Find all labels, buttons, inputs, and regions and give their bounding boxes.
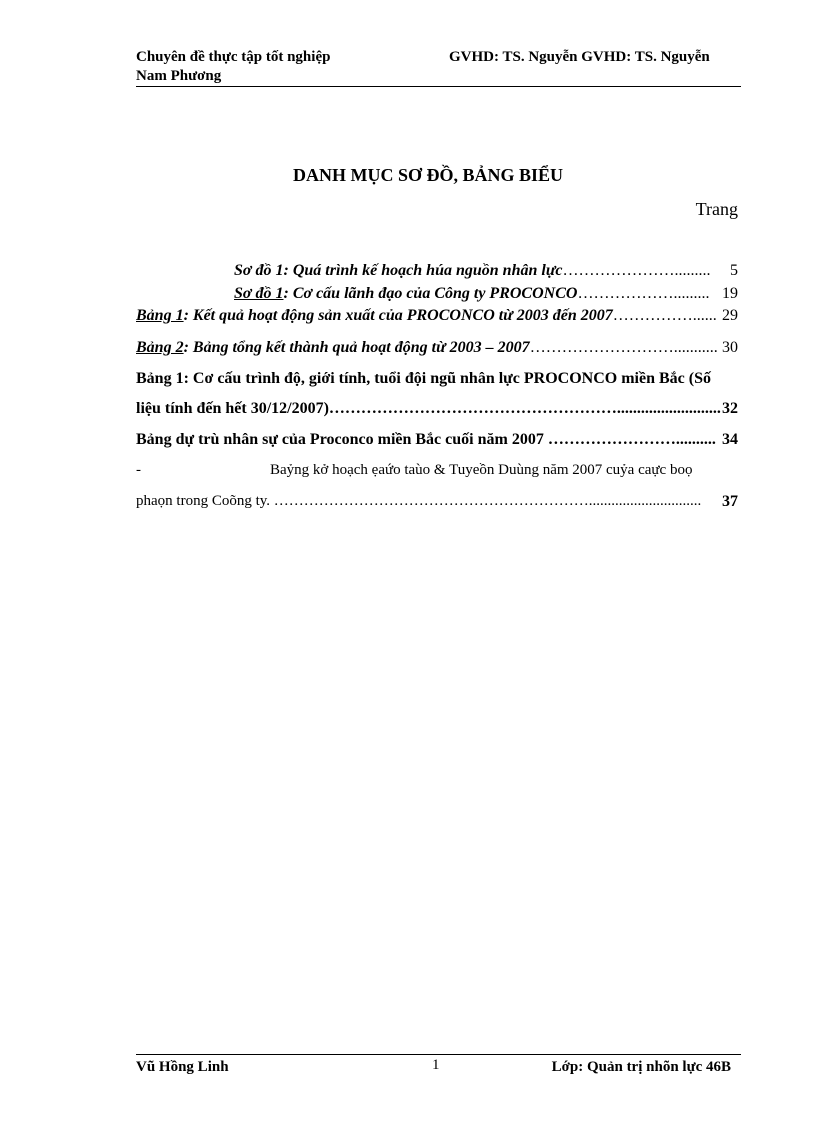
header-author: Nam Phương xyxy=(136,68,222,84)
toc-entry-label: Sơ đồ 1 xyxy=(234,285,284,302)
toc-entry-page: 5 xyxy=(730,262,738,279)
page-footer xyxy=(136,1054,741,1075)
toc-entry-title-cont: phaọn trong Coõng ty. xyxy=(136,493,274,509)
toc-entry-label: Bảng 1 xyxy=(136,307,184,324)
toc-entry xyxy=(136,431,738,449)
toc-entry xyxy=(136,462,738,479)
toc-entry xyxy=(136,370,738,388)
toc-entry-page: 37 xyxy=(722,493,738,510)
toc-entry-page: 19 xyxy=(722,285,738,302)
toc-entry-leader: …………………….......... xyxy=(547,431,716,448)
footer-page-number: 1 xyxy=(432,1057,440,1073)
toc-entry-page: 30 xyxy=(722,339,738,356)
toc-entry-dash: - xyxy=(136,462,141,478)
toc-entry-leader: ……………...... xyxy=(612,307,717,324)
toc-entry xyxy=(136,339,738,357)
toc-entry-title: : Bảng tổng kết thành quả hoạt động từ 2003 – 2007 xyxy=(183,339,530,356)
toc-entry-continuation xyxy=(136,493,738,510)
page-column-label: Trang xyxy=(695,199,738,219)
toc-entry-title: Bảng dự trù nhân sự của Proconco miền Bắc cuối năm 2007 xyxy=(136,431,548,448)
toc-entry xyxy=(136,307,738,325)
page-title: DANH MỤC SƠ ĐỒ, BẢNG BIỂU xyxy=(292,165,564,185)
page-header xyxy=(136,49,741,87)
toc-entry-title-cont: liệu tính đến hết 30/12/2007) xyxy=(136,400,329,417)
toc-entry-leader: ……………………………………………….......................... xyxy=(328,400,721,417)
header-thesis-title: Chuyên đề thực tập tốt nghiệp xyxy=(136,49,331,65)
header-supervisor: GVHD: TS. Nguyễn GVHD: TS. Nguyễn xyxy=(449,49,710,65)
toc-entry-leader: …………………......... xyxy=(562,262,711,279)
toc-entry-title: : Cơ cấu lãnh đạo của Công ty PROCONCO xyxy=(283,285,578,302)
toc-entry-leader: ……………………………………………………….............................. xyxy=(273,493,702,509)
toc-entry-title: Baỷng kở hoạch ẹaứo taùo & Tuyeồn Duùng năm 2007 cuỷa caực boọ xyxy=(270,462,693,478)
toc-entry-continuation xyxy=(136,400,738,418)
toc-entry-page: 34 xyxy=(722,431,738,448)
toc-entry-leader: ………………………........... xyxy=(529,339,718,356)
footer-author-name: Vũ Hồng Linh xyxy=(136,1059,229,1075)
toc-entry-title: Bảng 1: Cơ cấu trình độ, giới tính, tuổi đội ngũ nhân lực PROCONCO miền Bắc (Số xyxy=(136,370,711,387)
footer-class: Lớp: Quản trị nhõn lực 46B xyxy=(551,1059,731,1075)
toc-entry-page: 29 xyxy=(722,307,738,324)
toc-entry-page: 32 xyxy=(722,400,738,417)
toc-entry xyxy=(136,262,738,280)
toc-entry-title: Sơ đồ 1: Quá trình kế hoạch húa nguồn nhân lực xyxy=(234,262,563,279)
toc-entry xyxy=(136,285,738,303)
toc-entry-label: Bảng 2 xyxy=(136,339,184,356)
toc-entry-title: : Kết quả hoạt động sản xuất của PROCONCO từ 2003 đến 2007 xyxy=(183,307,613,324)
toc-entry-leader: ………………......... xyxy=(577,285,710,302)
